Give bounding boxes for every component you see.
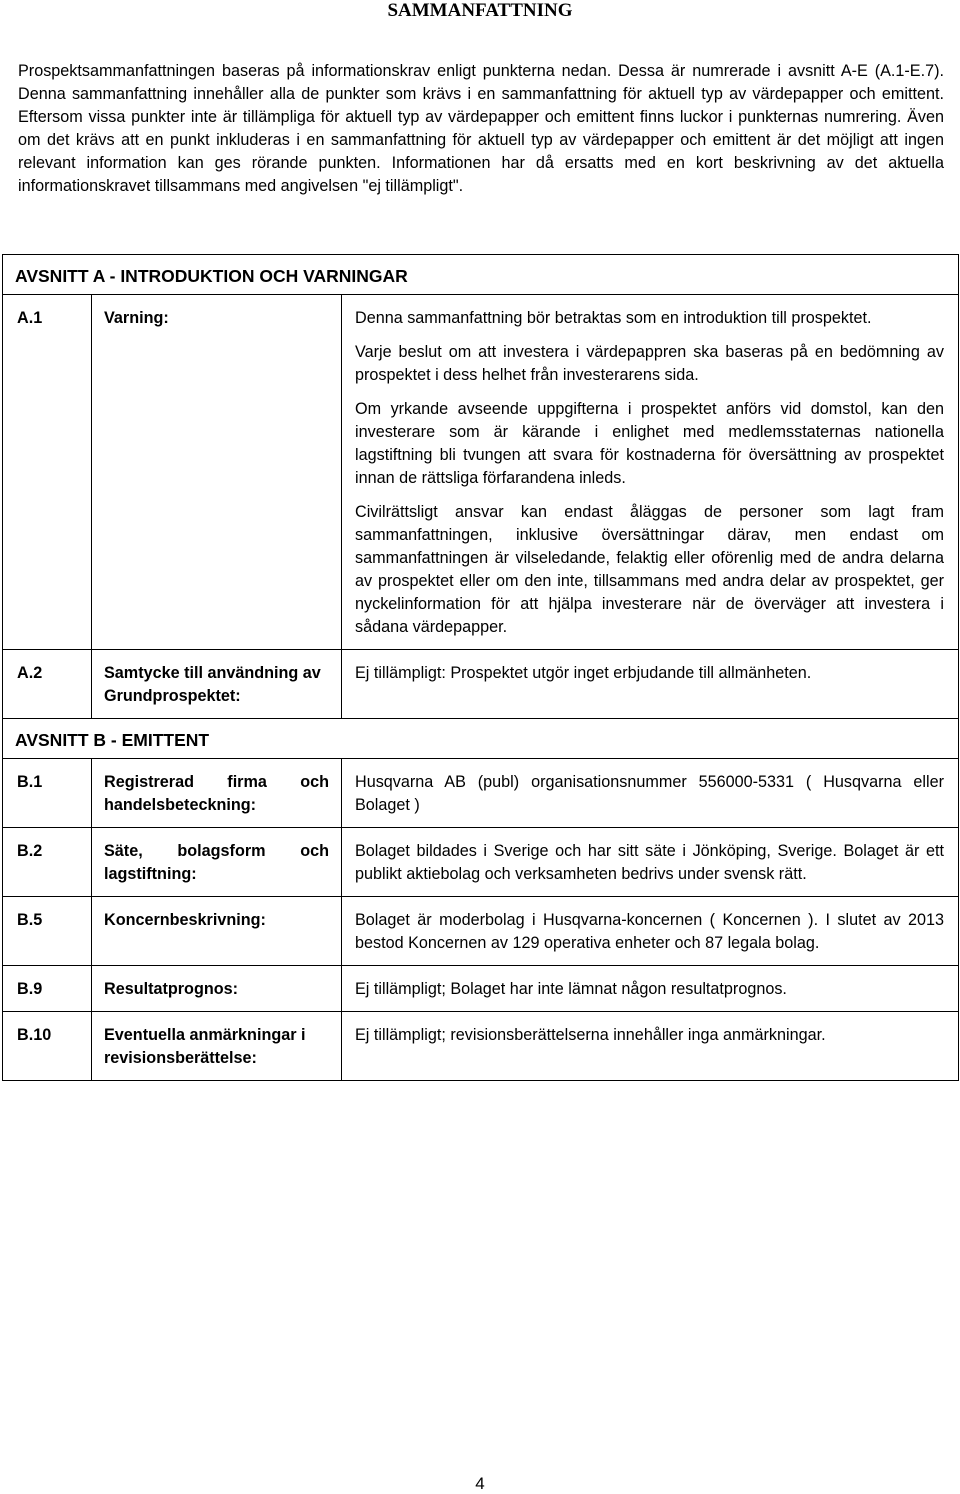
table-row-b9 bbox=[3, 966, 959, 1012]
item-label-b10: Eventuella anmärkningar i revisionsberättelse: bbox=[92, 1012, 342, 1081]
item-id-b5: B.5 bbox=[3, 897, 92, 966]
item-id-a2: A.2 bbox=[3, 650, 92, 719]
section-a-heading: AVSNITT A - INTRODUKTION OCH VARNINGAR bbox=[3, 255, 959, 295]
item-text-a1 bbox=[342, 295, 959, 650]
item-label-b5: Koncernbeskrivning: bbox=[92, 897, 342, 966]
item-label-b1: Registrerad firma och handelsbeteckning: bbox=[92, 759, 342, 828]
table-row-b10 bbox=[3, 1012, 959, 1081]
intro-paragraph: Prospektsammanfattningen baseras på informationskrav enligt punkterna nedan. Dessa är numrerade i avsnitt A-E (A.1-E.7). Denna sammanfattning innehåller alla de punkter som krävs i en sammanfattning för aktuell typ av värdepapper och emittent. Eftersom vissa punkter inte är tillämpliga för aktuell typ av värdepapper och emittent finns luckor i punkternas numrering. Även om det krävs att en punkt inkluderas i en sammanfattning för aktuell typ av värdepapper och emittent är det möjligt att ingen relevant information kan ges rörande punkten. Informationen har då ersatts med en kort beskrivning av det aktuella informationskravet tillsammans med angivelsen "ej tillämpligt". bbox=[18, 62, 944, 195]
item-text-b10: Ej tillämpligt; revisionsberättelserna innehåller inga anmärkningar. bbox=[342, 1012, 959, 1081]
table-row-a1 bbox=[3, 295, 959, 650]
a1-paragraph-3: Om yrkande avseende uppgifterna i prospektet anförs vid domstol, kan den investerare som är kärande i enlighet med medlemsstaternas nationella lagstiftning bli tvungen att svara för kostnaderna för översättning av prospektet innan de rättsliga förfarandena inleds. bbox=[355, 400, 944, 487]
table-row-b2 bbox=[3, 828, 959, 897]
item-text-b9: Ej tillämpligt; Bolaget har inte lämnat någon resultatprognos. bbox=[342, 966, 959, 1012]
item-label-b2: Säte, bolagsform och lagstiftning: bbox=[92, 828, 342, 897]
item-id-b10: B.10 bbox=[3, 1012, 92, 1081]
item-id-b9: B.9 bbox=[3, 966, 92, 1012]
item-label-b9: Resultatprognos: bbox=[92, 966, 342, 1012]
section-a-header-row bbox=[3, 255, 959, 295]
item-text-b5: Bolaget är moderbolag i Husqvarna-koncernen ( Koncernen ). I slutet av 2013 bestod Koncernen av 129 operativa enheter och 87 legala bolag. bbox=[342, 897, 959, 966]
table-row-b1 bbox=[3, 759, 959, 828]
summary-table bbox=[2, 254, 959, 1081]
table-row-b5 bbox=[3, 897, 959, 966]
a2-text: Ej tillämpligt: Prospektet utgör inget erbjudande till allmänheten. bbox=[355, 664, 812, 682]
a1-paragraph-1: Denna sammanfattning bör betraktas som en introduktion till prospektet. bbox=[355, 309, 872, 327]
item-id-b2: B.2 bbox=[3, 828, 92, 897]
item-id-b1: B.1 bbox=[3, 759, 92, 828]
table-row-a2 bbox=[3, 650, 959, 719]
section-b-header-row bbox=[3, 719, 959, 759]
a1-paragraph-2: Varje beslut om att investera i värdepappren ska baseras på en bedömning av prospektet i dess helhet från investerarens sida. bbox=[355, 343, 944, 384]
item-label-a1: Varning: bbox=[92, 295, 342, 650]
section-b-heading: AVSNITT B - EMITTENT bbox=[3, 719, 959, 759]
document-title: SAMMANFATTNING bbox=[387, 0, 573, 21]
item-id-a1: A.1 bbox=[3, 295, 92, 650]
item-text-b2: Bolaget bildades i Sverige och har sitt säte i Jönköping, Sverige. Bolaget är ett publikt aktiebolag och verksamheten bedrivs under svensk rätt. bbox=[342, 828, 959, 897]
a1-paragraph-4: Civilrättsligt ansvar kan endast åläggas de personer som lagt fram sammanfattningen, inklusive översättningar därav, men endast om sammanfattningen är vilseledande, felaktig eller oförenlig med de andra delarna av prospektet eller om den inte, tillsammans med andra delar av prospektet, ger nyckelinformation för att hjälpa investerare när de överväger att investera i sådana värdepapper. bbox=[355, 503, 944, 636]
item-text-a2 bbox=[342, 650, 959, 719]
item-label-a2: Samtycke till användning av Grundprospektet: bbox=[92, 650, 342, 719]
page-number: 4 bbox=[475, 1474, 485, 1493]
item-text-b1: Husqvarna AB (publ) organisationsnummer 556000-5331 ( Husqvarna eller Bolaget ) bbox=[342, 759, 959, 828]
